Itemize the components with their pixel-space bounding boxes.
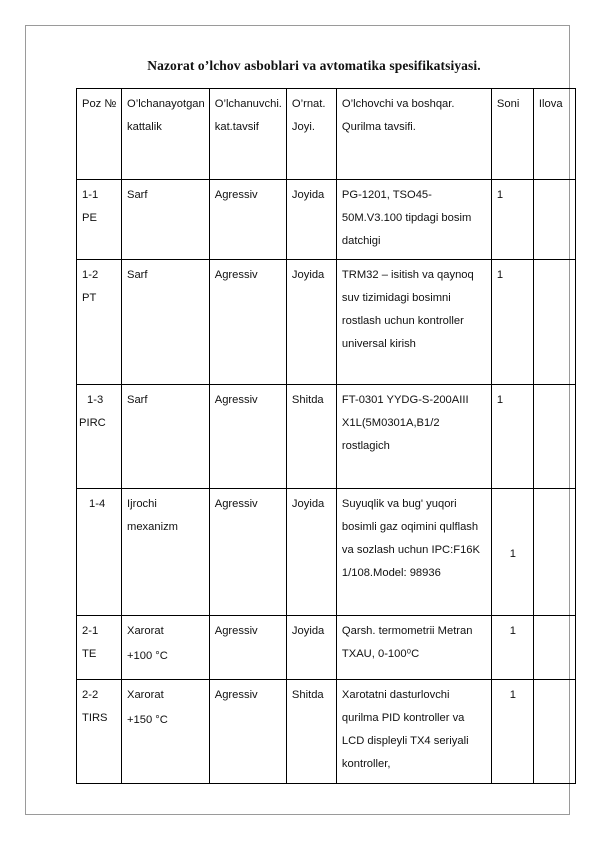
cell-device: TRM32 – isitish va qaynoq suv tizimidagi bosimni rostlash uchun kontroller universal kirish <box>336 260 491 385</box>
cell-measured <box>122 680 210 784</box>
cell-device: PG-1201, TSO45-50M.V3.100 tipdagi bosim datchigi <box>336 180 491 260</box>
cell-measured <box>122 616 210 680</box>
header-place <box>286 89 336 180</box>
pos-code: TIRS <box>82 712 108 724</box>
header-row <box>77 89 576 180</box>
cell-qty: 1 <box>491 680 533 784</box>
cell-place: Joyida <box>286 616 336 680</box>
cell-qty: 1 <box>491 385 533 489</box>
table-row <box>77 680 576 784</box>
measured-name: Ijrochi mexanizm <box>127 498 178 533</box>
cell-qty: 1 <box>491 260 533 385</box>
measured-name: Sarf <box>127 189 148 201</box>
cell-place: Joyida <box>286 260 336 385</box>
header-place-line1: O’rnat. <box>291 98 326 110</box>
measured-range: +150 °C <box>127 714 168 726</box>
cell-pos <box>77 180 122 260</box>
cell-type: Agressiv <box>209 616 286 680</box>
cell-place: Shitda <box>286 680 336 784</box>
pos-number: 1-2 <box>82 269 99 281</box>
measured-name: Sarf <box>127 394 148 406</box>
cell-measured <box>122 260 210 385</box>
header-place-line2: Joyi. <box>291 121 315 133</box>
cell-note <box>533 180 575 260</box>
cell-note <box>533 489 575 616</box>
header-device: O’lchovchi va boshqar. Qurilma tavsifi. <box>336 89 491 180</box>
header-note: Ilova <box>533 89 575 180</box>
pos-code: TE <box>82 648 97 660</box>
document-title: Nazorat o’lchov asboblari va avtomatika spesifikatsiyasi. <box>147 58 481 73</box>
cell-qty: 1 <box>491 616 533 680</box>
measured-range: +100 °C <box>127 650 168 662</box>
cell-pos <box>77 680 122 784</box>
cell-note <box>533 385 575 489</box>
cell-device: Qarsh. termometrii Metran TXAU, 0-100⁰C <box>336 616 491 680</box>
table-row <box>77 385 576 489</box>
pos-number: 1-4 <box>89 498 106 510</box>
cell-measured <box>122 385 210 489</box>
cell-pos <box>77 616 122 680</box>
header-qty: Soni <box>491 89 533 180</box>
cell-note <box>533 616 575 680</box>
header-type: O’lchanuvchi. kat.tavsif <box>209 89 286 180</box>
cell-qty: 1 <box>491 489 533 616</box>
cell-note <box>533 680 575 784</box>
measured-name: Xarorat <box>127 689 164 701</box>
cell-pos <box>77 489 122 616</box>
cell-device: FT-0301 YYDG-S-200AIII X1L(5M0301A,B1/2 rostlagich <box>336 385 491 489</box>
header-measured: O’lchanayotgan kattalik <box>122 89 210 180</box>
cell-measured <box>122 489 210 616</box>
pos-number: 2-1 <box>82 625 99 637</box>
cell-type: Agressiv <box>209 680 286 784</box>
table-row <box>77 489 576 616</box>
pos-number: 1-3 <box>87 394 104 406</box>
table-row <box>77 180 576 260</box>
cell-pos <box>77 260 122 385</box>
pos-number: 2-2 <box>82 689 99 701</box>
cell-note <box>533 260 575 385</box>
cell-place: Joyida <box>286 180 336 260</box>
cell-place: Shitda <box>286 385 336 489</box>
cell-type: Agressiv <box>209 489 286 616</box>
header-pos: Poz № <box>77 89 122 180</box>
cell-type: Agressiv <box>209 180 286 260</box>
cell-device: Xarotatni dasturlovchi qurilma PID kontroller va LCD displeyli TX4 seriyali kontroller, <box>336 680 491 784</box>
cell-type: Agressiv <box>209 260 286 385</box>
pos-code: PT <box>82 292 97 304</box>
cell-type: Agressiv <box>209 385 286 489</box>
table-row <box>77 616 576 680</box>
table-row <box>77 260 576 385</box>
cell-measured <box>122 180 210 260</box>
cell-qty: 1 <box>491 180 533 260</box>
measured-name: Sarf <box>127 269 148 281</box>
specification-table <box>76 88 576 784</box>
pos-code: PE <box>82 212 97 224</box>
measured-name: Xarorat <box>127 625 164 637</box>
cell-device: Suyuqlik va bug' yuqori bosimli gaz oqimini qulflash va sozlash uchun IPC:F16K 1/108.Model: 98936 <box>336 489 491 616</box>
cell-place: Joyida <box>286 489 336 616</box>
pos-code: PIRC <box>79 417 106 429</box>
pos-number: 1-1 <box>82 189 99 201</box>
cell-pos <box>77 385 122 489</box>
